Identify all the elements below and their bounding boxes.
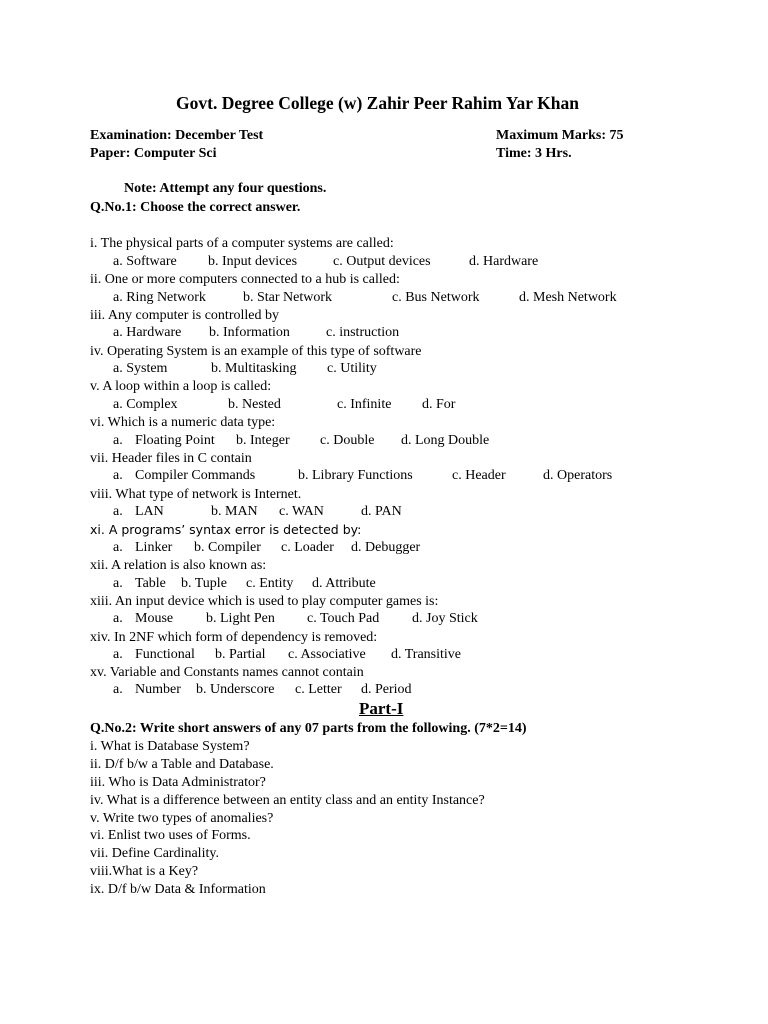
q1-option: b. MAN [211,504,258,519]
q1-question-10: xii. A relation is also known as: [90,558,267,573]
examination-label: Examination: December Test [90,128,264,143]
q1-option: b. Information [209,325,290,340]
q1-option: d. PAN [361,504,402,519]
q1-option-letter: a. [113,647,123,662]
q1-question-4: iv. Operating System is an example of this type of software [90,344,422,359]
q1-option: Compiler Commands [135,468,256,483]
q2-item: vii. Define Cardinality. [90,846,219,861]
q2-item: ix. D/f b/w Data & Information [90,882,266,897]
q1-option: Number [135,682,181,697]
q1-question-13: xv. Variable and Constants names cannot contain [90,665,364,680]
q1-option-letter: a. [113,468,123,483]
part-heading: Part-I [359,699,404,718]
q1-question-1: i. The physical parts of a computer systems are called: [90,236,394,251]
q1-question-7: vii. Header files in C contain [90,451,252,466]
q1-question-8: viii. What type of network is Internet. [90,487,302,502]
q1-option: b. Compiler [194,540,261,555]
q1-option-letter: a. [113,540,123,555]
max-marks-label: Maximum Marks: 75 [496,128,624,143]
q1-option: b. Underscore [196,682,275,697]
q1-question-2: ii. One or more computers connected to a hub is called: [90,272,400,287]
q1-option: b. Library Functions [298,468,413,483]
q1-option: d. Transitive [391,647,462,662]
q1-question-11: xiii. An input device which is used to play computer games is: [90,594,439,609]
q1-option-letter: a. [113,611,123,626]
q1-question-9: xi. A programs’ syntax error is detected by: [90,522,362,537]
q1-option: b. Multitasking [211,361,297,376]
q1-option: d. Joy Stick [412,611,478,626]
q1-option: d. Mesh Network [519,290,617,305]
q2-item: iii. Who is Data Administrator? [90,775,266,790]
q2-item: i. What is Database System? [90,739,250,754]
q1-question-5: v. A loop within a loop is called: [90,379,272,394]
q1-question-12: xiv. In 2NF which form of dependency is removed: [90,630,378,645]
q2-item: ii. D/f b/w a Table and Database. [90,757,274,772]
q2-item: v. Write two types of anomalies? [90,811,274,826]
q1-option: c. Utility [327,361,377,376]
q1-option: d. Debugger [351,540,421,555]
q1-heading: Q.No.1: Choose the correct answer. [90,200,301,215]
q1-option-letter: a. [113,504,123,519]
q1-question-6: vi. Which is a numeric data type: [90,415,276,430]
q1-option-letter: a. [113,576,123,591]
q1-option: d. Hardware [469,254,539,269]
q1-option: a. System [113,361,168,376]
q2-item: iv. What is a difference between an entity class and an entity Instance? [90,793,485,808]
q1-option: Linker [135,540,173,555]
q1-option: c. Bus Network [392,290,480,305]
q2-heading: Q.No.2: Write short answers of any 07 parts from the following. (7*2=14) [90,721,527,736]
q1-option: b. Star Network [243,290,333,305]
q1-option: Functional [135,647,195,662]
college-title: Govt. Degree College (w) Zahir Peer Rahim Yar Khan [176,93,579,113]
q1-option: d. For [422,397,456,412]
q1-option: b. Integer [236,433,290,448]
q1-option: a. Hardware [113,325,182,340]
q1-option: d. Operators [543,468,613,483]
q1-option: c. Letter [295,682,342,697]
q1-option: b. Partial [215,647,266,662]
q1-option: d. Period [361,682,412,697]
q1-option: a. Software [113,254,177,269]
q1-option: a. Complex [113,397,178,412]
paper-label: Paper: Computer Sci [90,146,217,161]
q1-option-letter: a. [113,433,123,448]
note: Note: Attempt any four questions. [124,181,327,196]
q1-option: c. Entity [246,576,294,591]
q1-option: c. Output devices [333,254,431,269]
q1-option: b. Tuple [181,576,227,591]
q1-option: b. Input devices [208,254,298,269]
q1-option: c. Touch Pad [307,611,380,626]
q1-option: c. Double [320,433,375,448]
q1-option-letter: a. [113,682,123,697]
q2-item: viii.What is a Key? [90,864,199,879]
q1-option: c. Loader [281,540,334,555]
time-label: Time: 3 Hrs. [496,146,572,161]
q1-option: c. Header [452,468,506,483]
q1-option: c. Associative [288,647,366,662]
q1-option: Floating Point [135,433,215,448]
q1-option: Table [135,576,166,591]
q2-item: vi. Enlist two uses of Forms. [90,828,251,843]
q1-option: c. Infinite [337,397,392,412]
q1-option: b. Nested [228,397,281,412]
q1-option: Mouse [135,611,174,626]
q1-option: d. Long Double [401,433,490,448]
q1-option: d. Attribute [312,576,376,591]
q1-option: c. WAN [279,504,324,519]
q1-option: LAN [135,504,164,519]
q1-option: a. Ring Network [113,290,206,305]
q1-option: c. instruction [326,325,400,340]
q1-option: b. Light Pen [206,611,275,626]
q1-question-3: iii. Any computer is controlled by [90,308,279,323]
